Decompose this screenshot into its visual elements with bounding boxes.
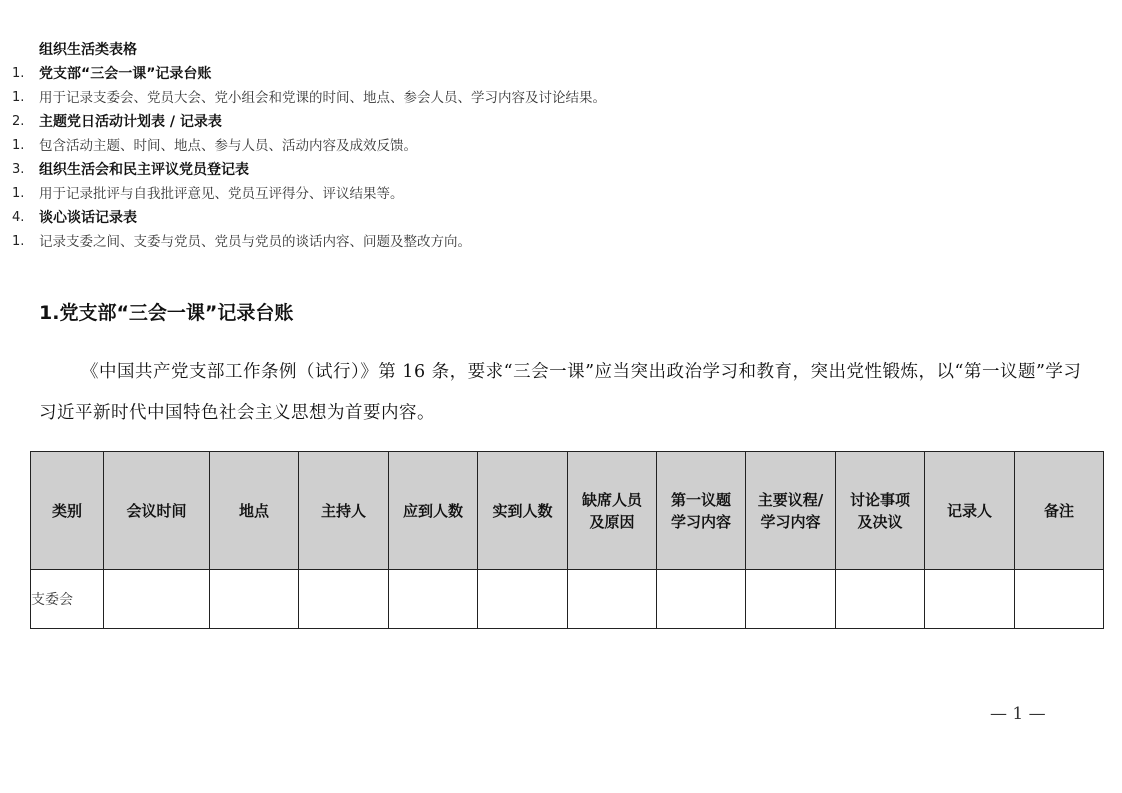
column-header-line: 主持人 (320, 501, 366, 520)
column-header-line: 实到人数 (492, 501, 553, 520)
outline-item-description: 用于记录支委会、党员大会、党小组会和党课的时间、地点、参会人员、学习内容及讨论结果。 (39, 90, 606, 106)
outline-list (0, 38, 1000, 254)
column-header-line: 学习内容 (760, 512, 821, 531)
outline-item-title: 谈心谈话记录表 (39, 210, 137, 226)
outline-item-number: 2. (12, 114, 25, 129)
table-cell[interactable] (568, 570, 657, 629)
outline-item-number: 1. (12, 234, 25, 249)
column-header (478, 452, 568, 570)
column-header-line: 主要议程/ (757, 490, 824, 509)
meeting-record-table (30, 451, 1104, 629)
outline-item-number: 4. (12, 210, 25, 225)
column-header (31, 452, 104, 570)
table-cell[interactable] (210, 570, 299, 629)
outline-item-number: 1. (12, 138, 25, 153)
column-header (1015, 452, 1104, 570)
outline-item-description: 记录支委之间、支委与党员、党员与党员的谈话内容、问题及整改方向。 (39, 234, 471, 250)
outline-item (0, 62, 1000, 86)
column-header (210, 452, 299, 570)
column-header-line: 应到人数 (402, 501, 463, 520)
column-header (104, 452, 210, 570)
outline-item (0, 110, 1000, 134)
column-header-line: 备注 (1043, 501, 1074, 520)
table-cell[interactable] (104, 570, 210, 629)
column-header (657, 452, 746, 570)
column-header-line: 第一议题 (670, 490, 731, 509)
outline-item-title: 主题党日活动计划表 / 记录表 (39, 114, 222, 130)
table-cell[interactable] (746, 570, 836, 629)
column-header (925, 452, 1015, 570)
column-header (389, 452, 478, 570)
table-cell[interactable] (1015, 570, 1104, 629)
outline-item (0, 134, 1000, 158)
outline-item (0, 86, 1000, 110)
outline-item-number: 3. (12, 162, 25, 177)
table-cell[interactable] (925, 570, 1015, 629)
outline-item-description: 包含活动主题、时间、地点、参与人员、活动内容及成效反馈。 (39, 138, 417, 154)
table-cell[interactable] (657, 570, 746, 629)
column-header-line: 类别 (51, 501, 82, 520)
table-header-row (31, 452, 1104, 570)
outline-item-number: 1. (12, 90, 25, 105)
column-header-line: 及决议 (857, 512, 903, 531)
outline-item (0, 230, 1000, 254)
outline-item (0, 182, 1000, 206)
row-category-cell: 支委会 (31, 570, 104, 629)
page-number: — 1 — (990, 704, 1046, 724)
table-row (31, 570, 1104, 629)
column-header (836, 452, 925, 570)
outline-item-title: 党支部“三会一课”记录台账 (39, 66, 212, 82)
outline-item-title: 组织生活会和民主评议党员登记表 (39, 162, 249, 178)
table-cell[interactable] (836, 570, 925, 629)
column-header-line: 学习内容 (670, 512, 731, 531)
column-header (299, 452, 389, 570)
outline-heading-line (0, 38, 1000, 62)
column-header-line: 及原因 (589, 512, 635, 531)
outline-item-description: 用于记录批评与自我批评意见、党员互评得分、评议结果等。 (39, 186, 404, 202)
table-cell[interactable] (478, 570, 568, 629)
outline-item (0, 206, 1000, 230)
outline-item (0, 158, 1000, 182)
outline-item-number: 1. (12, 186, 25, 201)
column-header-line: 记录人 (946, 501, 992, 520)
outline-heading: 组织生活类表格 (39, 42, 137, 58)
column-header-line: 讨论事项 (849, 490, 910, 509)
regulation-paragraph: 《中国共产党支部工作条例（试行）》第 16 条，要求“三会一课”应当突出政治学习和教育，突出党性锻炼，以“第一议题”学习习近平新时代中国特色社会主义思想为首要内容。 (39, 362, 1082, 423)
table-cell[interactable] (389, 570, 478, 629)
column-header (746, 452, 836, 570)
column-header (568, 452, 657, 570)
column-header-line: 地点 (238, 501, 269, 520)
outline-item-number: 1. (12, 66, 25, 81)
column-header-line: 会议时间 (126, 501, 187, 520)
column-header-line: 缺席人员 (581, 490, 642, 509)
section-title: 1.党支部“三会一课”记录台账 (39, 302, 294, 324)
table-cell[interactable] (299, 570, 389, 629)
